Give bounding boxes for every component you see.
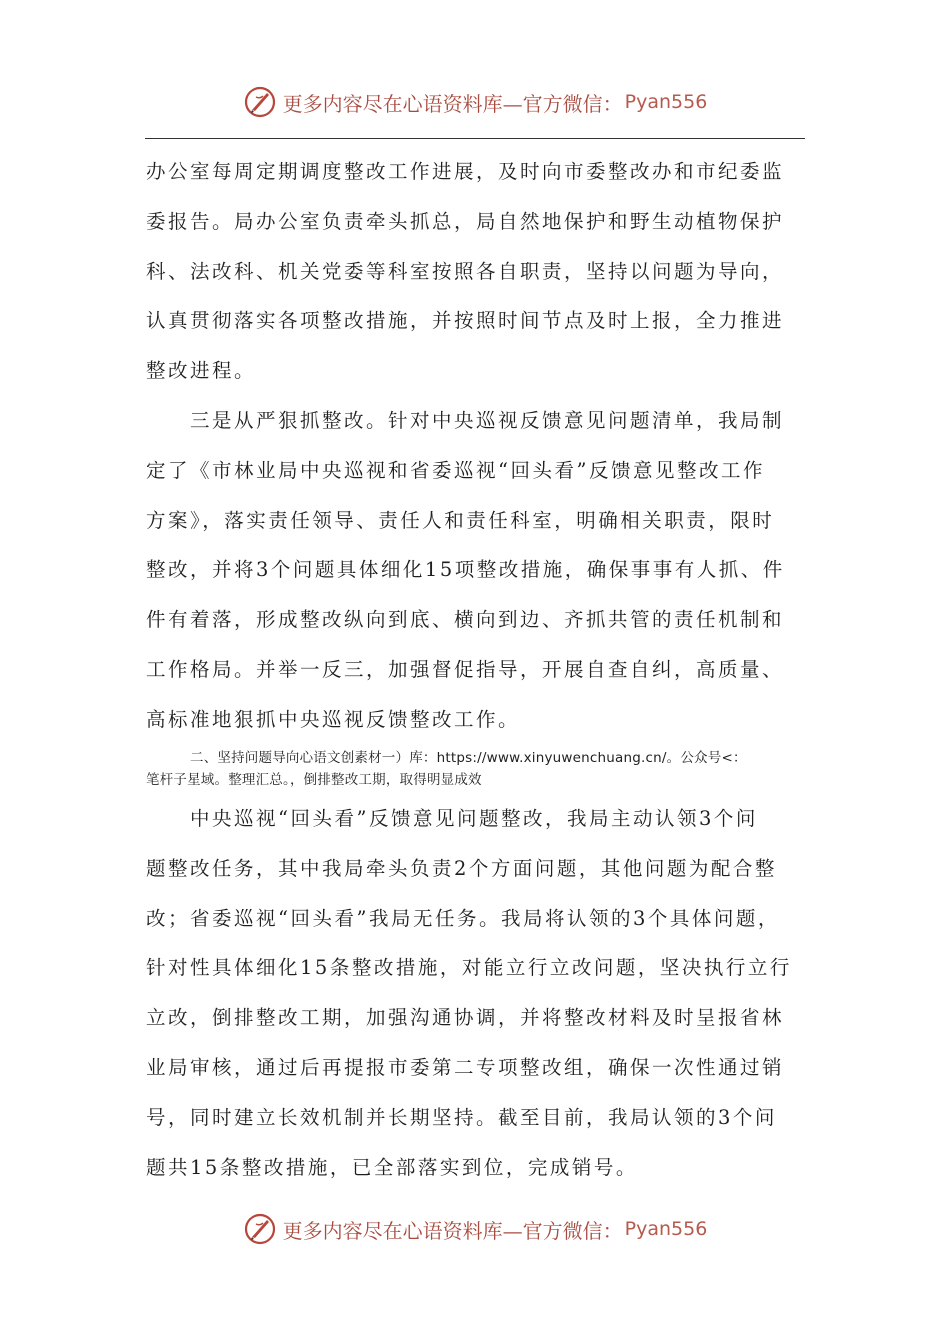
paragraph-line: 认真贯彻落实各项整改措施，并按照时间节点及时上报，全力推进: [146, 309, 785, 333]
paragraph-3: [146, 794, 808, 1192]
section-heading-line-2: 笔杆子星域。整理汇总。，倒排整改工期，取得明显成效: [146, 772, 482, 788]
section-heading: [146, 747, 826, 791]
section-heading-line-1: 二、坚持问题导向心语文创素材一）库：https://www.xinyuwenchuang.cn/。公众号<：: [190, 750, 747, 766]
paragraph-line: 方案》，落实责任领导、责任人和责任科室，明确相关职责，限时: [146, 508, 775, 532]
paragraph-line: 业局审核，通过后再提报市委第二专项整改组，确保一次性通过销: [146, 1055, 785, 1079]
paragraph-line: 改；省委巡视“回头看”我局无任务。我局将认领的3个具体问题，: [146, 906, 780, 930]
paragraph-line: 高标准地狠抓中央巡视反馈整改工作。: [146, 707, 521, 731]
paragraph-2: [146, 396, 808, 745]
paragraph-line: 题整改任务，其中我局牵头负责2个方面问题，其他问题为配合整: [146, 856, 777, 880]
paragraph-line: 题共15条整改措施，已全部落实到位，完成销号。: [146, 1155, 638, 1179]
paragraph-line: 针对性具体细化15条整改措施，对能立行立改问题，坚决执行立行: [146, 956, 792, 980]
paragraph-line: 定了《市林业局中央巡视和省委巡视“回头看”反馈意见整改工作: [146, 458, 765, 482]
paragraph-line: 中央巡视“回头看”反馈意见问题整改，我局主动认领3个问: [146, 807, 758, 830]
paragraph-line: 三是从严狠抓整改。针对中央巡视反馈意见问题清单，我局制: [146, 409, 785, 432]
header-wechat-id: Pyan556: [624, 91, 708, 113]
paragraph-line: 件有着落，形成整改纵向到底、横向到边、齐抓共管的责任机制和: [146, 608, 785, 632]
paragraph-line: 办公室每周定期调度整改工作进展，及时向市委整改办和市纪委监: [146, 160, 785, 183]
paragraph-line: 工作格局。并举一反三，加强督促指导，开展自查自纠，高质量、: [146, 657, 785, 681]
paragraph-line: 号，同时建立长效机制并长期坚持。截至目前，我局认领的3个问: [146, 1105, 777, 1129]
quill-logo-icon: [243, 1212, 277, 1246]
paragraph-line: 科、法改科、机关党委等科室按照各自职责，坚持以问题为导向，: [146, 259, 785, 283]
header-divider: [145, 138, 805, 139]
paragraph-line: 整改，并将3个问题具体细化15项整改措施，确保事事有人抓、件: [146, 558, 785, 582]
paragraph-line: 立改，倒排整改工期，加强沟通协调，并将整改材料及时呈报省林: [146, 1006, 785, 1030]
paragraph-1: [146, 147, 808, 396]
footer-banner: [0, 1209, 950, 1249]
paragraph-line: 委报告。局办公室负责牵头抓总，局自然地保护和野生动植物保护: [146, 209, 785, 233]
paragraph-line: 整改进程。: [146, 359, 257, 383]
footer-banner-text: 更多内容尽在心语资料库—官方微信：: [282, 1218, 623, 1243]
quill-logo-icon: [243, 85, 277, 119]
header-banner-text: 更多内容尽在心语资料库—官方微信：: [282, 91, 623, 116]
footer-wechat-id: Pyan556: [624, 1218, 708, 1240]
header-banner: [0, 82, 950, 122]
